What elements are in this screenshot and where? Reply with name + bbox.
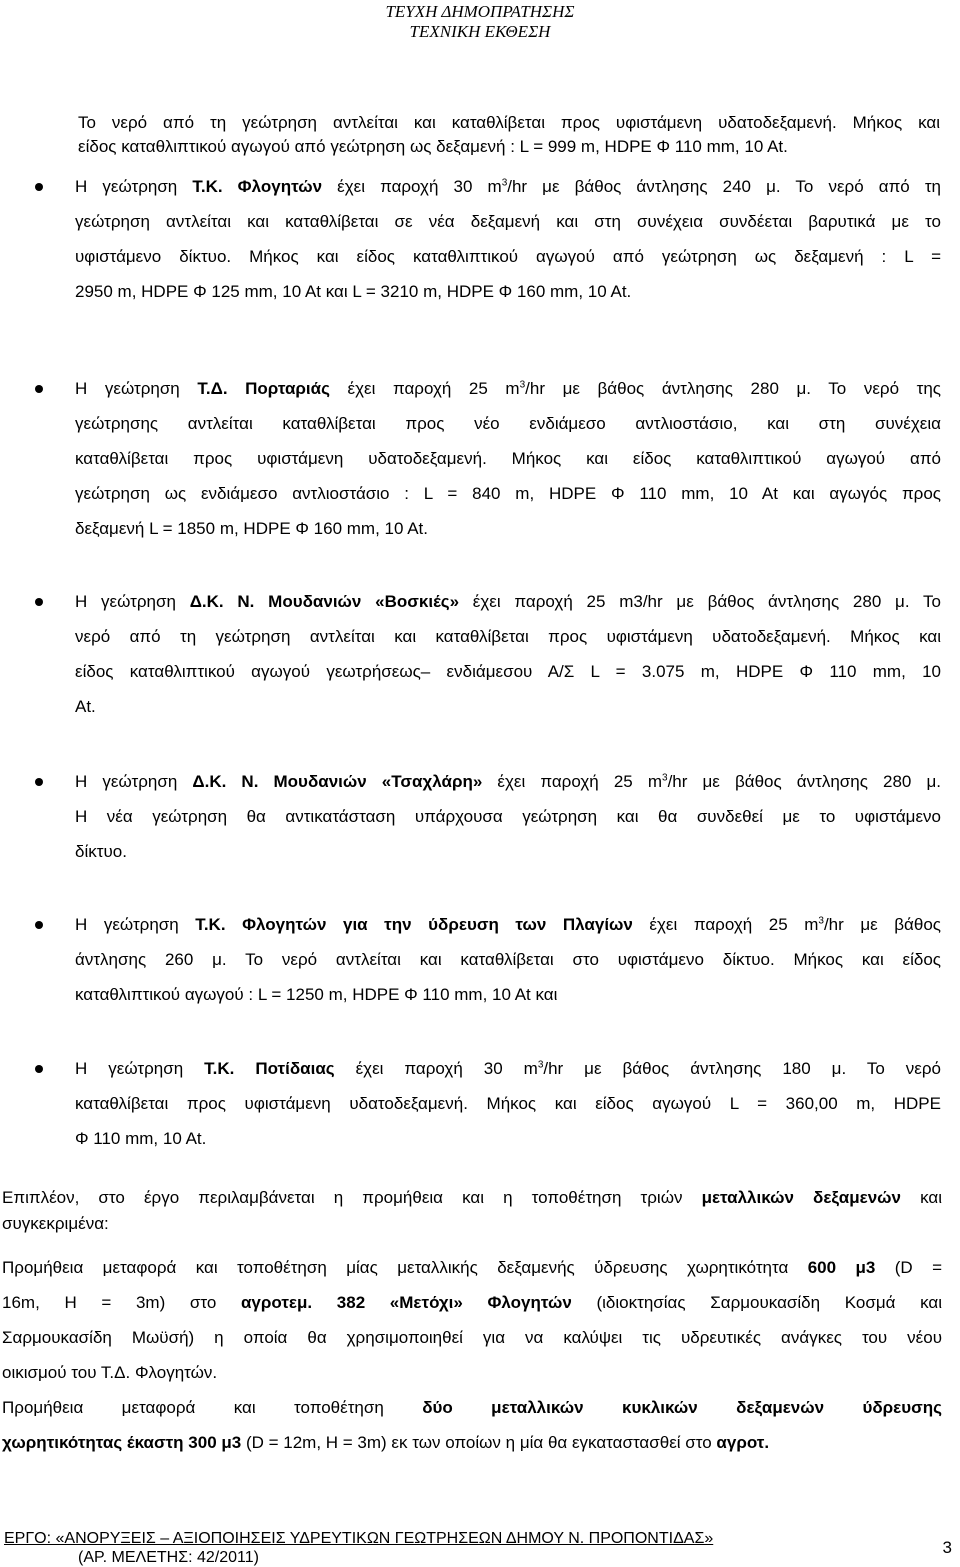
section-line: Η γεώτρηση Τ.Δ. Πορταριάς έχει παροχή 25 $m^3/hr$ με βάθος άντλησης 280 μ. Το νερό της [75, 379, 941, 398]
bullet-icon [35, 183, 43, 191]
intro-line-2: είδος καταθλιπτικού αγωγού από γεώτρηση ως δεξαμενή : L = 999 m, HDPE Φ 110 mm, 10 At. [78, 137, 788, 156]
section-line: Φ 110 mm, 10 At. [75, 1129, 207, 1148]
section-line: υφιστάμενο δίκτυο. Μήκος και είδος καταθλιπτικού αγωγού από γεώτρηση ως δεξαμενή : L = [75, 247, 941, 266]
bullet-icon [35, 385, 43, 393]
section-line: νερό από τη γεώτρηση αντλείται και καταθλίβεται προς υφιστάμενη υδατοδεξαμενή. Μήκος και [75, 627, 941, 646]
section-line: Η γεώτρηση Δ.Κ. Ν. Μουδανιών «Βοσκιές» έχει παροχή 25 m3/hr με βάθος άντλησης 280 μ. Το [75, 592, 942, 611]
section-tsachlari [75, 764, 941, 869]
paragraph-line: Προμήθεια μεταφορά και τοποθέτηση δύο μεταλλικών κυκλικών δεξαμενών ύδρευσης [2, 1398, 942, 1417]
section-line: καταθλιπτικού αγωγού : L = 1250 m, HDPE Φ 110 mm, 10 At και [75, 985, 558, 1004]
section-line: Η γεώτρηση Δ.Κ. Ν. Μουδανιών «Τσαχλάρη» έχει παροχή 25 $m^3/hr$ με βάθος άντλησης 280 μ. [75, 772, 941, 791]
tank-item-2 [2, 1390, 942, 1460]
bullet-icon [35, 598, 43, 606]
section-portarias [75, 371, 941, 546]
doc-header-subtitle: ΤΕΧΝΙΚΗ ΕΚΘΕΣΗ [409, 22, 551, 41]
paragraph-line: 16m, H = 3m) στο αγροτεμ. 382 «Μετόχι» Φλογητών (ιδιοκτησίας Σαρμουκασίδη Κοσμά και [2, 1293, 943, 1312]
section-line: Η γεώτρηση Τ.Κ. Φλογητών έχει παροχή 30 $m^3/hr$ με βάθος άντλησης 240 μ. Το νερό από τη [75, 177, 942, 196]
footer-project-title: ΕΡΓΟ: «ΑΝΟΡΥΞΕΙΣ – ΑΞΙΟΠΟΙΗΣΕΙΣ ΥΔΡΕΥΤΙΚΩΝ ΓΕΩΤΡΗΣΕΩΝ ΔΗΜΟΥ Ν. ΠΡΟΠΟΝΤΙΔΑΣ» [4, 1530, 714, 1547]
intro-paragraph [78, 111, 940, 159]
paragraph-line: χωρητικότητας έκαστη 300 μ3 (D = 12m, H = 3m) εκ των οποίων η μία θα εγκαταστασθεί στο αγροτ. [2, 1433, 770, 1452]
section-line: Η γεώτρηση Τ.Κ. Ποτίδαιας έχει παροχή 30 $m^3/hr$ με βάθος άντλησης 180 μ. Το νερό [75, 1059, 941, 1078]
section-line: Η νέα γεώτρηση θα αντικατάσταση υπάρχουσα γεώτρηση και θα συνδεθεί με το υφιστάμενο [75, 807, 941, 826]
section-line: είδος καταθλιπτικού αγωγού γεωτρήσεως– ενδιάμεσου Α/Σ L = 3.075 m, HDPE Φ 110 mm, 10 [75, 662, 941, 681]
paragraph-line: Σαρμουκασίδη Μωϋσή) η οποία θα χρησιμοποιηθεί για να καλύψει τις υδρευτικές ανάγκες του νέου [2, 1328, 942, 1347]
section-voskies [75, 584, 941, 724]
paragraph-line: συγκεκριμένα: [2, 1214, 109, 1233]
section-potidaias [75, 1051, 941, 1156]
bullet-icon [35, 1065, 43, 1073]
section-line: γεώτρηση αντλείται και καταθλίβεται σε νέα δεξαμενή και στη συνέχεια συνδέεται βαρυτικά με το [75, 212, 941, 231]
bullet-icon [35, 921, 43, 929]
section-line: Η γεώτρηση Τ.Κ. Φλογητών για την ύδρευση των Πλαγίων έχει παροχή 25 $m^3/hr$ με βάθος [75, 915, 941, 934]
section-line: γεώτρηση ως ενδιάμεσο αντλιοστάσιο : L = 840 m, HDPE Φ 110 mm, 10 At και αγωγός προς [75, 484, 941, 503]
section-line: άντλησης 260 μ. Το νερό αντλείται και καταθλίβεται στο υφιστάμενο δίκτυο. Μήκος και είδος [75, 950, 941, 969]
paragraph-line: Επιπλέον, στο έργο περιλαμβάνεται η προμήθεια και η τοποθέτηση τριών μεταλλικών δεξαμενών και [2, 1188, 942, 1207]
section-line: καταθλίβεται προς υφιστάμενη υδατοδεξαμενή. Μήκος και είδος καταθλιπτικού αγωγού από [75, 449, 941, 468]
section-flogiton [75, 169, 941, 309]
section-line: δεξαμενή L = 1850 m, HDPE Φ 160 mm, 10 At. [75, 519, 428, 538]
section-line: 2950 m, HDPE Φ 125 mm, 10 At και L = 3210 m, HDPE Φ 160 mm, 10 At. [75, 282, 632, 301]
section-line: At. [75, 697, 96, 716]
bullet-icon [35, 778, 43, 786]
footer-study-number: (ΑΡ. ΜΕΛΕΤΗΣ: 42/2011) [78, 1549, 259, 1566]
tanks-intro-paragraph [2, 1185, 942, 1237]
page-number: 3 [942, 1538, 952, 1557]
section-plagion [75, 907, 941, 1012]
intro-line-1: Το νερό από τη γεώτρηση αντλείται και καταθλίβεται προς υφιστάμενη υδατοδεξαμενή. Μήκος και [78, 113, 940, 132]
paragraph-line: οικισμού του Τ.Δ. Φλογητών. [2, 1363, 218, 1382]
section-line: δίκτυο. [75, 842, 127, 861]
section-line: καταθλίβεται προς υφιστάμενη υδατοδεξαμενή. Μήκος και είδος αγωγού L = 360,00 m, HDPE [75, 1094, 941, 1113]
tank-item-1 [2, 1250, 942, 1390]
paragraph-line: Προμήθεια μεταφορά και τοποθέτηση μίας μεταλλικής δεξαμενής ύδρευσης χωρητικότητα 600 μ3 (D = [2, 1258, 943, 1277]
doc-header-title: ΤΕΥΧΗ ΔΗΜΟΠΡΑΤΗΣΗΣ [385, 2, 575, 21]
section-line: γεώτρησης αντλείται καταθλίβεται προς νέο ενδιάμεσο αντλιοστάσιο, και στη συνέχεια [75, 414, 941, 433]
